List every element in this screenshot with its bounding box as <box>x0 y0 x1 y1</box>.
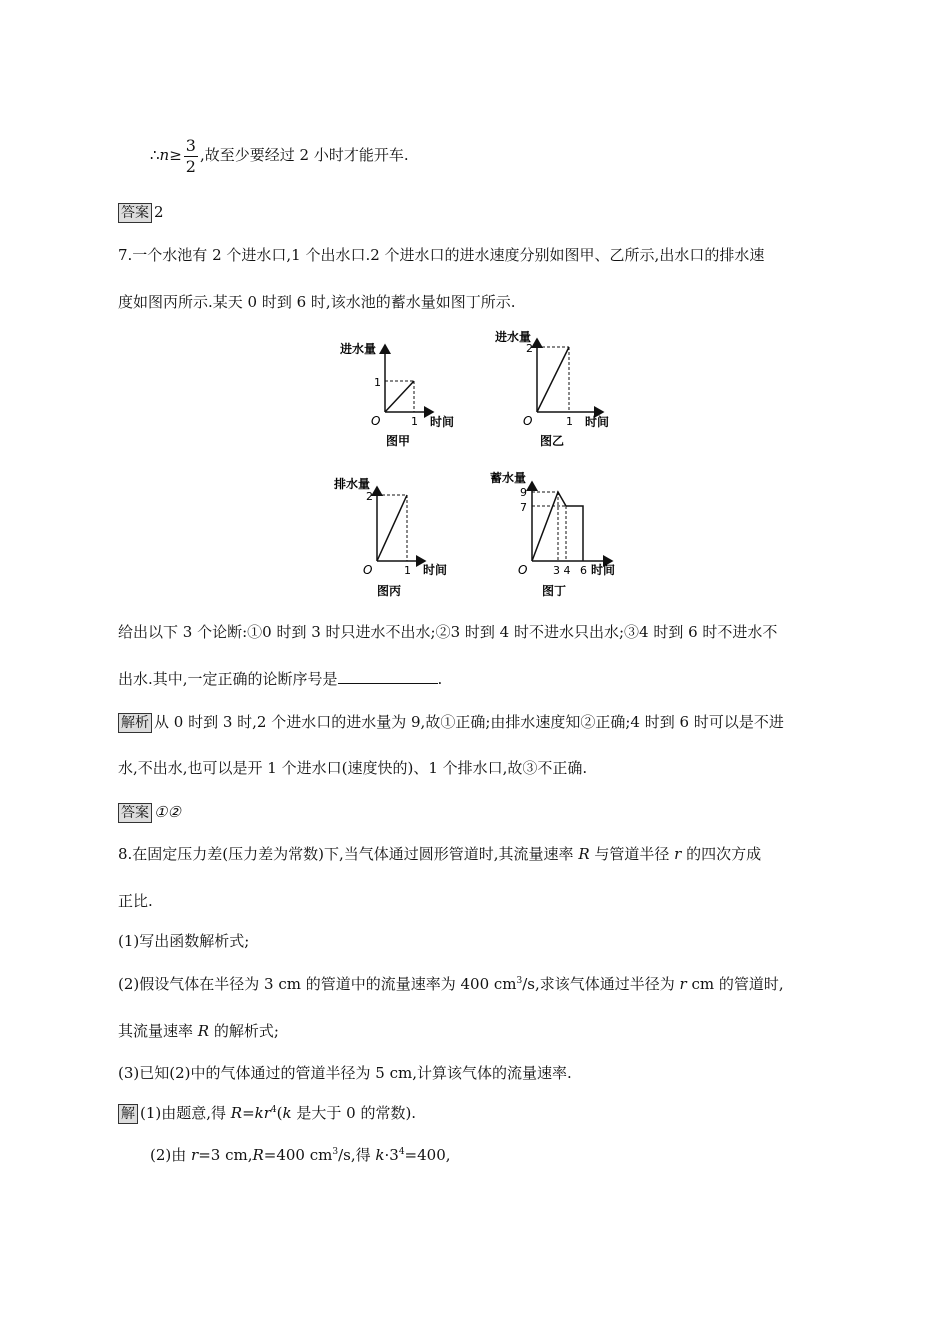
q7-line-1: 7.一个水池有 2 个进水口,1 个出水口.2 个进水口的进水速度分别如图甲、乙所示,出水口的排水速 <box>118 246 765 264</box>
analysis-text-1: 从 0 时到 3 时,2 个进水口的进水量为 9,故①正确;由排水速度知②正确;4 时到 6 时可以是不进 <box>154 713 784 731</box>
intro-line <box>150 133 409 177</box>
var-R: R <box>197 1022 210 1040</box>
fraction <box>184 136 198 177</box>
q8-solution-1 <box>118 1103 416 1124</box>
jia-ytick: 1 <box>374 376 381 389</box>
sol1-sup: 4 <box>270 1105 277 1115</box>
therefore-symbol: ∴ <box>150 146 160 164</box>
q7-answer <box>118 802 181 823</box>
q7-analysis-2: 水,不出水,也可以是开 1 个进水口(速度快的)、1 个排水口,故③不正确. <box>118 759 588 777</box>
q8-p2l2-b: 的解析式; <box>209 1022 279 1040</box>
answer-value: 2 <box>154 203 164 221</box>
yi-ylabel: 进水量 <box>495 330 532 344</box>
fraction-numerator: 3 <box>185 135 196 155</box>
ding-xtick-34: 3 4 <box>553 564 571 577</box>
ding-ylabel: 蓄水量 <box>490 471 527 485</box>
yi-origin: O <box>523 414 533 428</box>
figures <box>0 325 950 625</box>
sol1-c: 是大于 0 的常数). <box>291 1104 417 1122</box>
q7-analysis-1 <box>118 712 784 733</box>
var-r: r <box>679 975 687 993</box>
bing-line <box>377 495 407 561</box>
ding-ytick-9: 9 <box>520 486 527 499</box>
q8-part-3: (3)已知(2)中的气体通过的管道半径为 5 cm,计算该气体的流量速率. <box>118 1064 572 1082</box>
solution-tag: 解 <box>118 1104 138 1124</box>
answer-value: ①② <box>154 803 181 821</box>
q8-p2-a: (2)假设气体在半径为 3 cm 的管道中的流量速率为 400 cm <box>118 975 517 993</box>
q8-p2-c: cm 的管道时, <box>686 975 784 993</box>
bing-caption: 图丙 <box>377 584 402 598</box>
var-R: R <box>578 845 590 863</box>
sol1-b: ( <box>276 1104 283 1122</box>
sol2-R: R <box>252 1146 264 1164</box>
sol2-a: (2)由 <box>150 1146 192 1164</box>
yi-line <box>537 347 569 412</box>
jia-line <box>385 381 414 412</box>
q8-part-2 <box>118 974 784 994</box>
ding-xlabel: 时间 <box>591 563 616 577</box>
ding-ytick-7: 7 <box>520 501 527 514</box>
bing-xtick: 1 <box>404 564 411 577</box>
sol1-k: k <box>282 1104 292 1122</box>
jia-xtick: 1 <box>411 415 418 428</box>
jia-ylabel: 进水量 <box>340 342 377 356</box>
sol2-f: =400, <box>404 1146 451 1164</box>
ding-caption: 图丁 <box>542 584 567 598</box>
q8-part-2-line-2 <box>118 1021 279 1041</box>
yi-xlabel: 时间 <box>585 415 610 429</box>
figure-yi <box>494 329 609 448</box>
q7-line-2: 度如图丙所示.某天 0 时到 6 时,该水池的蓄水量如图丁所示. <box>118 293 516 311</box>
answer-tag: 答案 <box>118 803 152 823</box>
sol2-sup2: 4 <box>398 1147 405 1157</box>
bing-origin: O <box>363 563 373 577</box>
bing-ytick: 2 <box>366 490 373 503</box>
q7-statements-1: 给出以下 3 个论断:①0 时到 3 时只进水不出水;②3 时到 4 时不进水只出水;③4 时到 6 时不进水不 <box>118 623 778 641</box>
var-n: n <box>159 146 170 164</box>
q8-line-1 <box>118 844 761 864</box>
q8-text-a: 8.在固定压力差(压力差为常数)下,当气体通过圆形管道时,其流量速率 <box>118 845 579 863</box>
intro-suffix: ,故至少要经过 2 小时才能开车. <box>199 146 409 164</box>
analysis-tag: 解析 <box>118 713 152 733</box>
fraction-denominator: 2 <box>185 156 196 176</box>
jia-origin: O <box>371 414 381 428</box>
relation: ≥ <box>169 146 182 164</box>
q7-statements-2 <box>118 669 442 689</box>
q7-statements-end: . <box>437 670 443 688</box>
q8-p2l2-a: 其流量速率 <box>118 1022 198 1040</box>
figure-jia <box>339 341 454 448</box>
q8-line-2: 正比. <box>118 892 153 910</box>
yi-caption: 图乙 <box>540 434 565 448</box>
sol1-eq: R=kr <box>230 1104 271 1122</box>
var-r: r <box>674 845 682 863</box>
q7-statements-2-text: 出水.其中,一定正确的论断序号是 <box>118 670 338 688</box>
q8-text-b: 与管道半径 <box>589 845 675 863</box>
bing-xlabel: 时间 <box>423 563 448 577</box>
sol2-d: /s,得 <box>338 1146 376 1164</box>
yi-xtick: 1 <box>566 415 573 428</box>
answer-blank <box>338 669 438 684</box>
q8-p2-b: /s,求该气体通过半径为 <box>522 975 680 993</box>
answer-6 <box>118 202 164 223</box>
q8-solution-2 <box>150 1145 451 1165</box>
sol1-a: (1)由题意,得 <box>140 1104 231 1122</box>
yi-ytick: 2 <box>526 342 533 355</box>
answer-tag: 答案 <box>118 203 152 223</box>
sol2-k: k <box>375 1146 385 1164</box>
figure-bing <box>333 476 447 598</box>
ding-origin: O <box>518 563 528 577</box>
bing-ylabel: 排水量 <box>334 477 371 491</box>
q8-text-c: 的四次方成 <box>681 845 762 863</box>
sol2-c: =400 cm <box>263 1146 333 1164</box>
sol2-b: =3 cm, <box>198 1146 253 1164</box>
ding-xtick-6: 6 <box>580 564 587 577</box>
sol2-e: ·3 <box>384 1146 399 1164</box>
jia-caption: 图甲 <box>386 434 411 448</box>
q8-p2-sup: 3 <box>516 976 523 986</box>
figure-ding <box>490 470 615 598</box>
sol2-r: r <box>191 1146 199 1164</box>
q8-part-1: (1)写出函数解析式; <box>118 932 250 950</box>
jia-xlabel: 时间 <box>430 415 455 429</box>
sol2-sup: 3 <box>332 1147 339 1157</box>
